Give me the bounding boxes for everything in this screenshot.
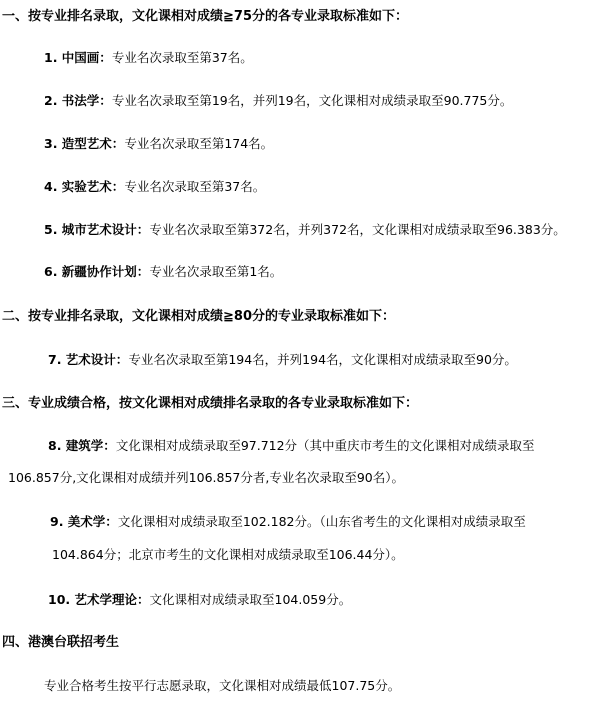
item-label: 1. 中国画： [44,50,112,65]
section-heading-3: 三、专业成绩合格，按文化课相对成绩排名录取的各专业录取标准如下： [2,396,419,411]
item-text-continued: 106.857分,文化课相对成绩并列106.857分者,专业名次录取至90名）。 [8,470,404,485]
item-text-continued: 104.864分；北京市考生的文化课相对成绩录取至106.44分）。 [52,547,404,562]
list-item [48,437,535,455]
list-item [48,591,351,609]
list-item [44,178,265,196]
item-text: 文化课相对成绩录取至97.712分（其中重庆市考生的文化课相对成绩录取至 [115,438,535,453]
section-heading-2: 二、按专业排名录取，文化课相对成绩≧80分的专业录取标准如下： [2,309,395,324]
item-label: 5. 城市艺术设计： [44,222,150,237]
item-label: 7. 艺术设计： [48,352,129,367]
footer-paragraph: 专业合格考生按平行志愿录取，文化课相对成绩最低107.75分。 [44,678,401,693]
list-item [44,135,273,153]
item-text: 专业名次录取至第194名，并列194名，文化课相对成绩录取至90分。 [128,352,517,367]
list-item [44,263,282,281]
item-text: 文化课相对成绩录取至102.182分。（山东省考生的文化课相对成绩录取至 [117,514,526,529]
list-item [50,513,526,531]
item-label: 2. 书法学： [44,93,112,108]
item-text: 专业名次录取至第1名。 [149,264,283,279]
item-text: 专业名次录取至第174名。 [124,136,274,151]
item-label: 4. 实验艺术： [44,179,125,194]
item-label: 9. 美术学： [50,514,118,529]
section-heading-4: 四、港澳台联招考生 [2,635,120,650]
item-text: 专业名次录取至第37名。 [111,50,253,65]
list-item [44,92,512,110]
item-label: 8. 建筑学： [48,438,116,453]
item-label: 3. 造型艺术： [44,136,125,151]
list-item [48,351,517,369]
list-item [44,221,566,239]
item-text: 文化课相对成绩录取至104.059分。 [149,592,352,607]
list-item [44,49,253,67]
item-label: 6. 新疆协作计划： [44,264,150,279]
item-text: 专业名次录取至第37名。 [124,179,266,194]
item-text: 专业名次录取至第372名，并列372名，文化课相对成绩录取至96.383分。 [149,222,566,237]
item-text: 专业名次录取至第19名，并列19名，文化课相对成绩录取至90.775分。 [111,93,513,108]
item-label: 10. 艺术学理论： [48,592,150,607]
section-heading-1: 一、按专业排名录取，文化课相对成绩≧75分的各专业录取标准如下： [2,9,408,24]
